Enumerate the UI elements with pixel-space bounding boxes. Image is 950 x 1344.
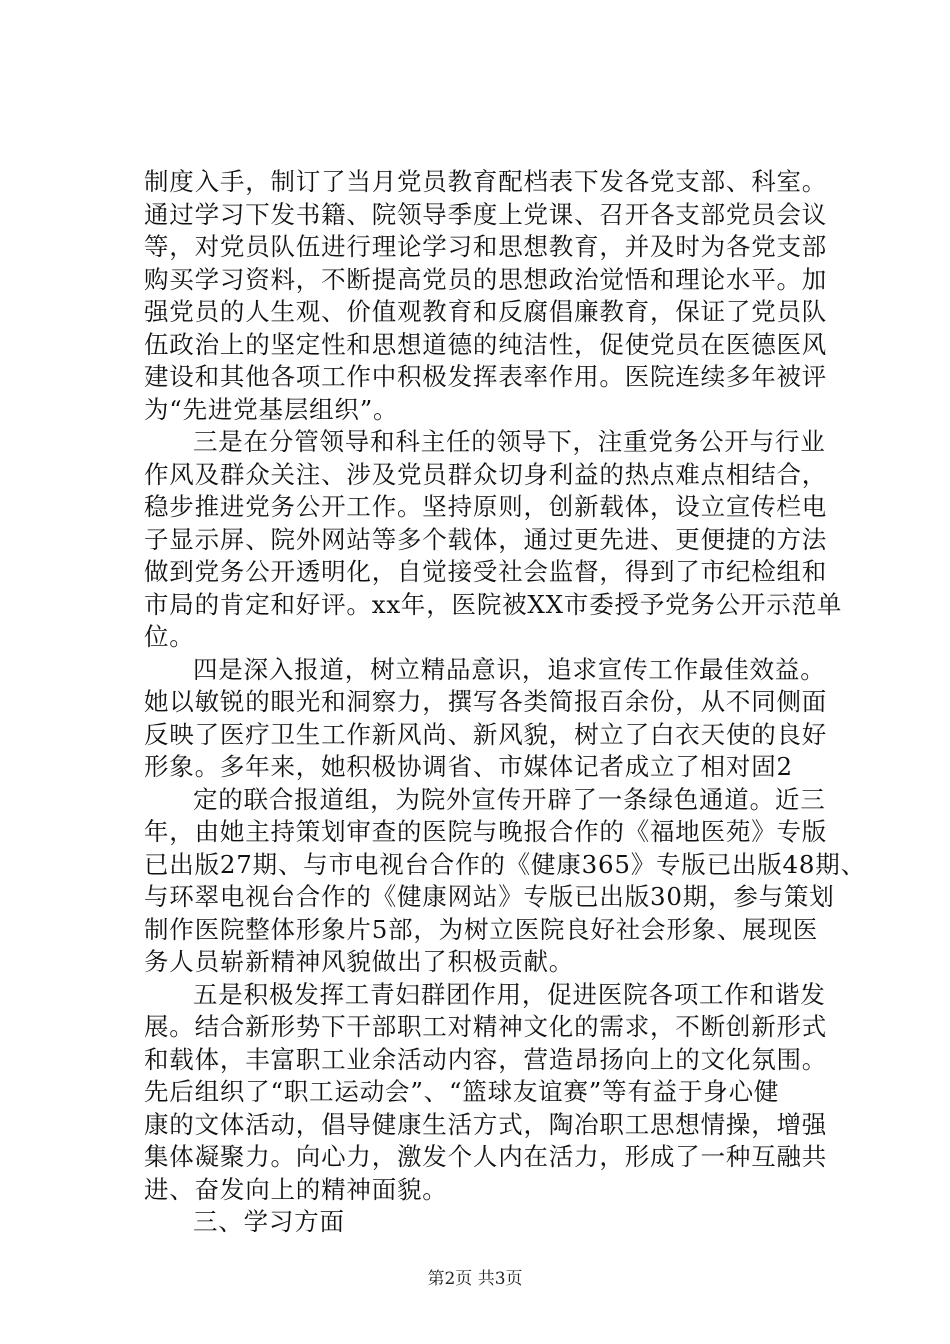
text-line: 已出版27期、与市电视台合作的《健康365》专版已出版48期、	[144, 849, 866, 879]
text-line: 反映了医疗卫生工作新风尚、新风貌，树立了白衣天使的良好	[144, 719, 828, 749]
page-footer: 第2页 共3页	[427, 1269, 523, 1289]
text-line: 她以敏锐的眼光和洞察力，撰写各类简报百余份，从不同侧面	[144, 687, 828, 716]
text-line: 建设和其他各项工作中积极发挥表率作用。医院连续多年被评	[144, 362, 828, 391]
document-body	[144, 166, 866, 1239]
text-line: 强党员的人生观、价值观教育和反腐倡廉教育，保证了党员队	[144, 297, 828, 326]
text-line: 通过学习下发书籍、院领导季度上党课、召开各支部党员会议	[144, 199, 828, 229]
text-line: 进、奋发向上的精神面貌。	[144, 1174, 448, 1204]
text-line: 形象。多年来，她积极协调省、市媒体记者成立了相对固2	[144, 752, 793, 781]
section-heading: 三、学习方面	[193, 1207, 345, 1236]
text-line: 市局的肯定和好评。xx年，医院被XX市委授予党务公开示范单	[144, 589, 843, 619]
text-line: 稳步推进党务公开工作。坚持原则，创新载体，设立宣传栏电	[144, 492, 828, 521]
text-line: 购买学习资料，不断提高党员的思想政治觉悟和理论水平。加	[144, 264, 828, 294]
paragraph-first-line: 四是深入报道，树立精品意识，追求宣传工作最佳效益。	[193, 654, 826, 684]
text-line: 子显示屏、院外网站等多个载体，通过更先进、更便捷的方法	[144, 524, 828, 554]
text-line: 作风及群众关注、涉及党员群众切身利益的热点难点相结合，	[144, 459, 828, 489]
paragraph-first-line: 三是在分管领导和科主任的领导下，注重党务公开与行业	[193, 427, 826, 456]
text-line: 务人员崭新精神风貌做出了积极贡献。	[144, 947, 575, 976]
text-line: 做到党务公开透明化，自觉接受社会监督，得到了市纪检组和	[144, 557, 828, 586]
text-line: 为“先进党基层组织”。	[144, 394, 399, 424]
paragraph-first-line: 五是积极发挥工青妇群团作用，促进医院各项工作和谐发	[193, 979, 826, 1009]
text-line: 伍政治上的坚定性和思想道德的纯洁性，促使党员在医德医风	[144, 329, 828, 359]
text-line: 先后组织了“职工运动会”、“篮球友谊赛”等有益于身心健	[144, 1077, 780, 1106]
text-line: 位。	[144, 622, 195, 651]
text-line: 等，对党员队伍进行理论学习和思想教育，并及时为各党支部	[144, 232, 828, 261]
text-line: 年，由她主持策划审查的医院与晚报合作的《福地医苑》专版	[144, 817, 828, 846]
text-line: 展。结合新形势下干部职工对精神文化的需求，不断创新形式	[144, 1012, 828, 1041]
text-line: 集体凝聚力。向心力，激发个人内在活力，形成了一种互融共	[144, 1142, 828, 1171]
text-line: 和载体，丰富职工业余活动内容，营造昂扬向上的文化氛围。	[144, 1044, 828, 1074]
text-line: 制度入手，制订了当月党员教育配档表下发各党支部、科室。	[144, 167, 828, 196]
text-line: 制作医院整体形象片5部，为树立医院良好社会形象、展现医	[144, 914, 819, 944]
text-line: 康的文体活动，倡导健康生活方式，陶冶职工思想情操，增强	[144, 1109, 828, 1139]
text-line: 与环翠电视台合作的《健康网站》专版已出版30期，参与策划	[144, 882, 835, 911]
paragraph-first-line: 定的联合报道组，为院外宣传开辟了一条绿色通道。近三	[193, 784, 826, 814]
